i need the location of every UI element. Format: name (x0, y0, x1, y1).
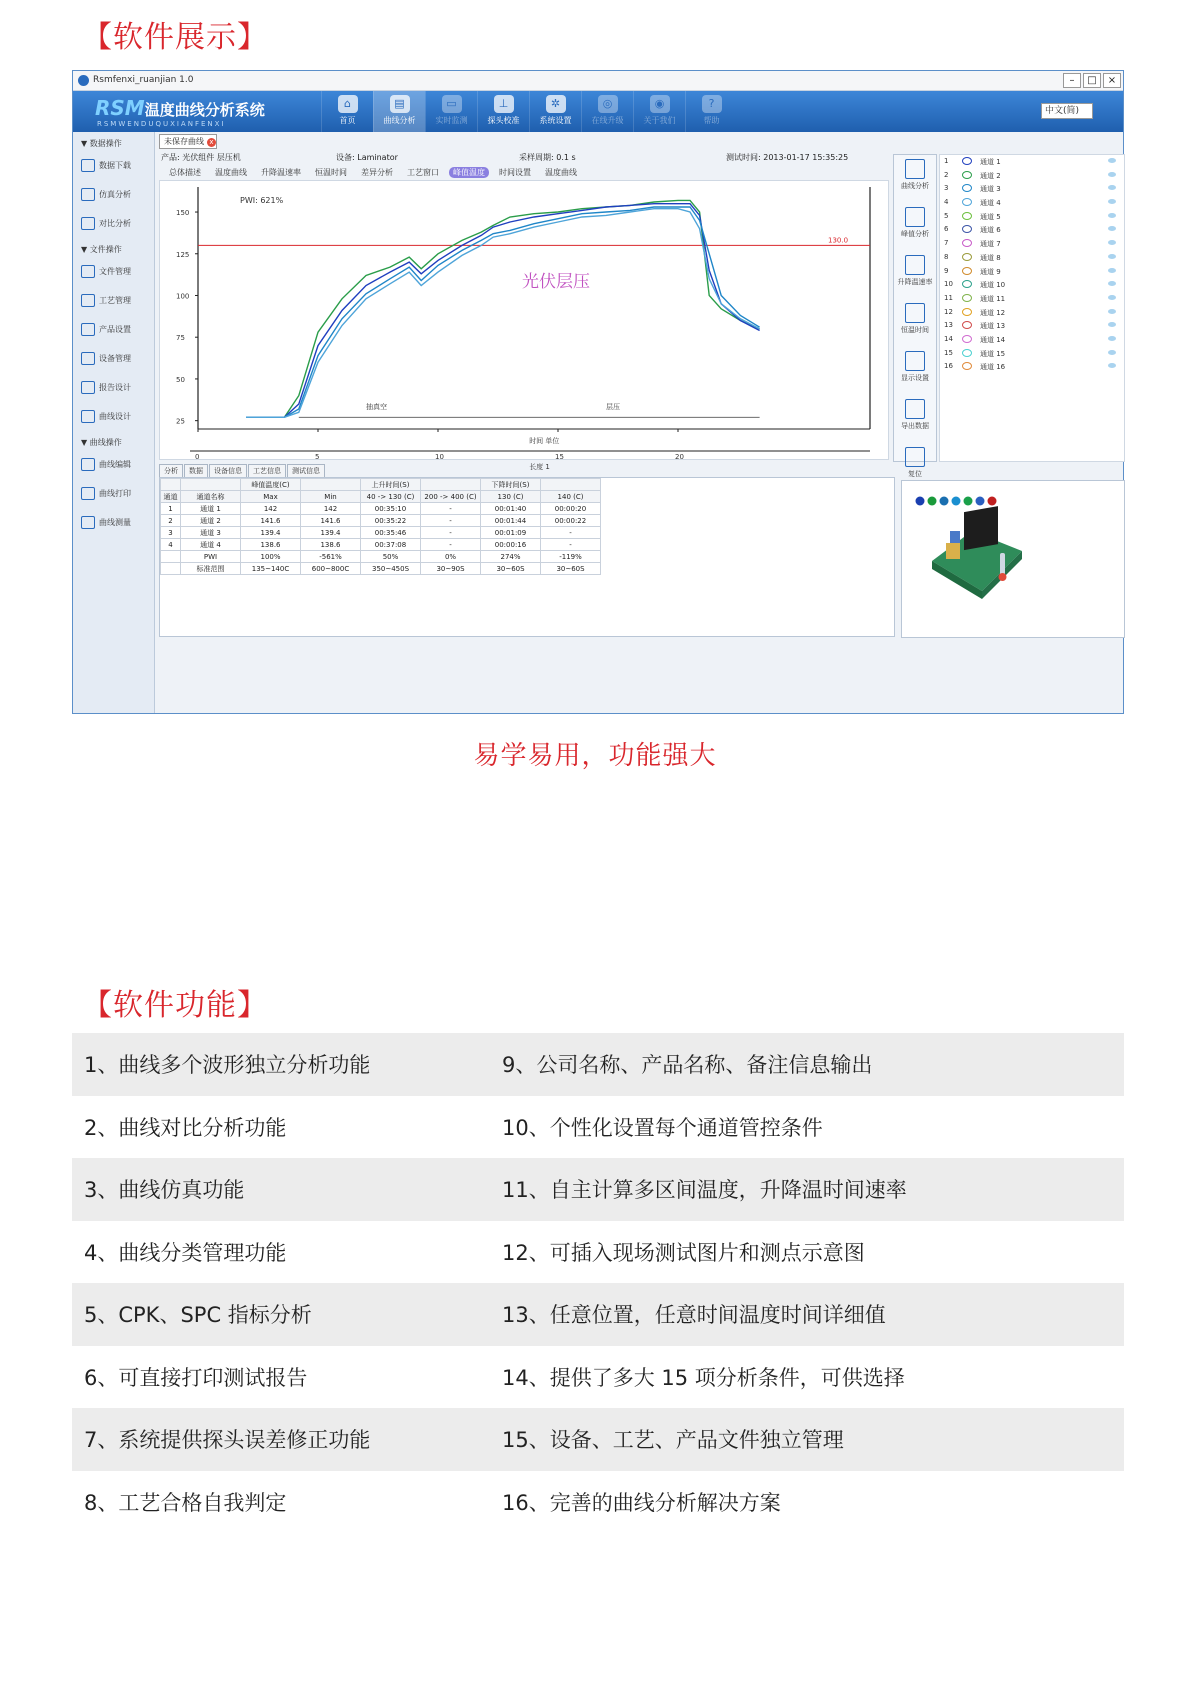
visibility-eye-icon[interactable] (1108, 185, 1116, 190)
channel-marker-icon (962, 362, 972, 370)
table-cell: 00:00:22 (541, 515, 601, 527)
table-cell: 30~60S (481, 563, 541, 575)
visibility-eye-icon[interactable] (1108, 322, 1116, 327)
channel-row[interactable]: 5 通道 5 (940, 210, 1124, 224)
sidebar-item-icon (81, 487, 95, 500)
visibility-eye-icon[interactable] (1108, 172, 1116, 177)
series-line (246, 209, 760, 418)
x-tick-label: 0 (195, 453, 200, 461)
sidebar-item-icon (81, 516, 95, 529)
table-cell: 下降时间(S) (481, 479, 541, 491)
visibility-eye-icon[interactable] (1108, 254, 1116, 259)
close-button[interactable]: × (1103, 73, 1121, 88)
feature-item: 10、个性化设置每个通道管控条件 (502, 1115, 823, 1140)
channel-row[interactable]: 15 通道 15 (940, 347, 1124, 361)
channel-marker-icon (962, 239, 972, 247)
channel-marker-icon (962, 225, 972, 233)
globe-icon: ◎ (598, 95, 618, 113)
probe-icon: ⊥ (494, 95, 514, 113)
minimize-button[interactable]: – (1063, 73, 1081, 88)
table-cell: 通道 3 (181, 527, 241, 539)
channel-row[interactable]: 8 通道 8 (940, 251, 1124, 265)
feature-item: 4、曲线分类管理功能 (84, 1240, 287, 1265)
window-titlebar (73, 71, 1123, 91)
table-cell (181, 479, 241, 491)
chart-tab[interactable]: 工艺窗口 (407, 168, 439, 177)
feature-item: 13、任意位置，任意时间温度时间详细值 (502, 1303, 886, 1328)
channel-row[interactable]: 9 通道 9 (940, 265, 1124, 279)
table-cell: - (421, 503, 481, 515)
table-cell: 141.6 (241, 515, 301, 527)
feature-row (72, 1471, 1124, 1534)
feature-item: 7、系统提供探头误差修正功能 (84, 1428, 371, 1453)
table-cell: 138.6 (241, 539, 301, 551)
visibility-eye-icon[interactable] (1108, 295, 1116, 300)
tool-icon (905, 255, 925, 275)
nav-home-button[interactable]: ⌂ 首页 (321, 91, 373, 132)
section-heading-display: 【软件展示】 (82, 20, 268, 55)
table-cell: 通道 (161, 491, 181, 503)
table-cell: PWI (181, 551, 241, 563)
tool-button[interactable]: 显示设置 (894, 347, 936, 395)
sidebar-item[interactable]: 产品设置 (73, 315, 154, 344)
sidebar-item-icon (81, 159, 95, 172)
x-tick-label: 10 (435, 453, 444, 461)
table-header-row (161, 491, 601, 503)
table-cell: 00:37:08 (361, 539, 421, 551)
device-preview (901, 480, 1125, 638)
table-cell (541, 479, 601, 491)
chart-tab[interactable]: 峰值温度 (449, 167, 489, 178)
channel-row[interactable]: 7 通道 7 (940, 237, 1124, 251)
sidebar-item-icon (81, 217, 95, 230)
table-row (161, 563, 601, 575)
feature-row (72, 1408, 1124, 1471)
table-row (161, 503, 601, 515)
result-panel (159, 477, 895, 637)
table-cell: -119% (541, 551, 601, 563)
nav-chart-button[interactable]: ▤ 曲线分析 (373, 91, 425, 132)
table-cell: 1 (161, 503, 181, 515)
channel-row[interactable]: 13 通道 13 (940, 319, 1124, 333)
tool-icon (905, 207, 925, 227)
sidebar-item[interactable]: 数据下载 (73, 151, 154, 180)
nav-monitor-button[interactable]: ▭ 实时监测 (425, 91, 477, 132)
x-axis-label: 时间 单位 (529, 437, 560, 445)
table-cell (161, 551, 181, 563)
main-nav (321, 91, 737, 132)
table-cell: 峰值温度(C) (241, 479, 301, 491)
table-cell: - (421, 527, 481, 539)
table-cell: 3 (161, 527, 181, 539)
table-cell (421, 479, 481, 491)
nav-gear-button[interactable]: ✲ 系统设置 (529, 91, 581, 132)
sidebar-item[interactable]: 文件管理 (73, 257, 154, 286)
feature-item: 1、曲线多个波形独立分析功能 (84, 1053, 371, 1078)
visibility-eye-icon[interactable] (1108, 199, 1116, 204)
chart-tab[interactable]: 恒温时间 (315, 168, 347, 177)
tool-icon (905, 447, 925, 467)
x-tick-label: 20 (675, 453, 684, 461)
chart-tab[interactable]: 温度曲线 (215, 168, 247, 177)
channel-row[interactable]: 14 通道 14 (940, 333, 1124, 347)
table-cell: 标准范围 (181, 563, 241, 575)
channel-marker-icon (962, 335, 972, 343)
table-cell: 通道 2 (181, 515, 241, 527)
channel-row[interactable]: 12 通道 12 (940, 306, 1124, 320)
chart-title: 光伏层压 (522, 272, 590, 293)
sidebar-item[interactable]: 曲线测量 (73, 508, 154, 537)
series-line (246, 207, 760, 417)
visibility-eye-icon[interactable] (1108, 363, 1116, 368)
section-heading-function: 【软件功能】 (82, 988, 268, 1023)
table-cell: 138.6 (301, 539, 361, 551)
feature-row (72, 1096, 1124, 1159)
table-cell: 00:00:16 (481, 539, 541, 551)
logger-device-image (902, 481, 1126, 639)
zone-label: 层压 (606, 402, 620, 411)
help-icon: ? (702, 95, 722, 113)
channel-marker-icon (962, 280, 972, 288)
table-cell: 141.6 (301, 515, 361, 527)
sidebar-item-icon (81, 381, 95, 394)
sidebar-item[interactable]: 工艺管理 (73, 286, 154, 315)
tagline: 易学易用，功能强大 (473, 741, 717, 771)
channel-list (939, 154, 1125, 462)
table-cell: 00:01:09 (481, 527, 541, 539)
table-cell: Max (241, 491, 301, 503)
visibility-eye-icon[interactable] (1108, 240, 1116, 245)
channel-marker-icon (962, 212, 972, 220)
chart-tabs (165, 167, 581, 178)
bottom-tab[interactable]: 工艺信息 (248, 464, 286, 477)
visibility-eye-icon[interactable] (1108, 268, 1116, 273)
reference-line-label: 130.0 (828, 236, 849, 245)
maximize-button[interactable]: □ (1083, 73, 1101, 88)
table-cell: - (541, 527, 601, 539)
app-icon (78, 75, 89, 86)
x-axis-label-2: 长度 1 (529, 463, 550, 471)
tool-button[interactable]: 恒温时间 (894, 299, 936, 347)
feature-item: 6、可直接打印测试报告 (84, 1365, 308, 1390)
table-cell: 200 -> 400 (C) (421, 491, 481, 503)
app-logo: RSM温度曲线分析系统 RSMWENDUQUXIANFENXI (95, 96, 265, 128)
visibility-eye-icon[interactable] (1108, 350, 1116, 355)
y-tick-label: 150 (176, 209, 190, 218)
tool-button[interactable]: 曲线分析 (894, 155, 936, 203)
window-title: Rsmfenxi_ruanjian 1.0 (93, 75, 194, 85)
table-cell: 00:01:40 (481, 503, 541, 515)
table-cell: 274% (481, 551, 541, 563)
visibility-eye-icon[interactable] (1108, 226, 1116, 231)
visibility-eye-icon[interactable] (1108, 336, 1116, 341)
nav-globe-button[interactable]: ◎ 在线升级 (581, 91, 633, 132)
bottom-tab[interactable]: 分析 (159, 464, 183, 477)
x-tick-label: 5 (315, 453, 320, 461)
feature-item: 11、自主计算多区间温度，升降温时间速率 (502, 1178, 907, 1203)
table-cell: 上升时间(S) (361, 479, 421, 491)
table-row (161, 527, 601, 539)
tool-button[interactable]: 复位 (894, 443, 936, 491)
y-tick-label: 50 (176, 375, 185, 384)
channel-row[interactable]: 4 通道 4 (940, 196, 1124, 210)
feature-item: 2、曲线对比分析功能 (84, 1115, 287, 1140)
table-cell: 139.4 (301, 527, 361, 539)
feature-row (72, 1283, 1124, 1346)
table-cell: 50% (361, 551, 421, 563)
table-cell: 600~800C (301, 563, 361, 575)
table-cell: 135~140C (241, 563, 301, 575)
channel-row[interactable]: 6 通道 6 (940, 223, 1124, 237)
table-cell: 100% (241, 551, 301, 563)
nav-info-button[interactable]: ◉ 关于我们 (633, 91, 685, 132)
sidebar-item[interactable]: 曲线打印 (73, 479, 154, 508)
sidebar-item-icon (81, 410, 95, 423)
bottom-tab[interactable]: 测试信息 (287, 464, 325, 477)
channel-marker-icon (962, 171, 972, 179)
sidebar-item-icon (81, 294, 95, 307)
sidebar (73, 132, 155, 713)
bottom-tab[interactable]: 数据 (184, 464, 208, 477)
y-tick-label: 100 (176, 292, 190, 301)
feature-row (72, 1346, 1124, 1409)
chart-tab[interactable]: 温度曲线 (545, 168, 577, 177)
table-cell: - (541, 539, 601, 551)
feature-item: 12、可插入现场测试图片和测点示意图 (502, 1240, 865, 1265)
sidebar-item[interactable]: 报告设计 (73, 373, 154, 402)
channel-marker-icon (962, 198, 972, 206)
table-cell: 40 -> 130 (C) (361, 491, 421, 503)
table-cell: 00:35:22 (361, 515, 421, 527)
channel-marker-icon (962, 349, 972, 357)
feature-item: 3、曲线仿真功能 (84, 1178, 245, 1203)
visibility-eye-icon[interactable] (1108, 158, 1116, 163)
sidebar-item-icon (81, 323, 95, 336)
channel-row[interactable]: 2 通道 2 (940, 169, 1124, 183)
table-cell: 4 (161, 539, 181, 551)
bottom-tabs (159, 464, 326, 477)
sidebar-item[interactable]: 曲线设计 (73, 402, 154, 431)
sidebar-item-icon (81, 352, 95, 365)
sidebar-item[interactable]: 曲线编辑 (73, 450, 154, 479)
feature-item: 5、CPK、SPC 指标分析 (84, 1303, 312, 1328)
table-cell: 130 (C) (481, 491, 541, 503)
channel-marker-icon (962, 267, 972, 275)
tool-icon (905, 159, 925, 179)
visibility-eye-icon[interactable] (1108, 281, 1116, 286)
table-header-row (161, 479, 601, 491)
sidebar-group[interactable]: ▼ 曲线操作 (81, 438, 122, 447)
table-cell: - (421, 539, 481, 551)
table-cell: 通道名称 (181, 491, 241, 503)
gear-icon: ✲ (546, 95, 566, 113)
channel-marker-icon (962, 253, 972, 261)
nav-help-button[interactable]: ? 帮助 (685, 91, 737, 132)
feature-item: 14、提供了多大 15 项分析条件，可供选择 (502, 1365, 905, 1390)
table-cell: 通道 4 (181, 539, 241, 551)
feature-row (72, 1033, 1124, 1096)
close-tab-icon[interactable]: x (207, 138, 216, 147)
table-cell (301, 479, 361, 491)
app-banner (73, 91, 1123, 132)
channel-marker-icon (962, 308, 972, 316)
y-tick-label: 25 (176, 417, 185, 426)
channel-marker-icon (962, 157, 972, 165)
feature-list (72, 1033, 1124, 1533)
channel-marker-icon (962, 184, 972, 192)
zone-label: 抽真空 (366, 402, 387, 411)
table-cell: 350~450S (361, 563, 421, 575)
table-cell: 30~60S (541, 563, 601, 575)
series-line (246, 200, 760, 417)
table-cell: - (421, 515, 481, 527)
y-tick-label: 75 (176, 334, 185, 343)
tool-button[interactable]: 峰值分析 (894, 203, 936, 251)
tool-button[interactable]: 导出数据 (894, 395, 936, 443)
tool-icon (905, 351, 925, 371)
chart-tab[interactable]: 总体描述 (169, 168, 201, 177)
sidebar-item[interactable]: 对比分析 (73, 209, 154, 238)
result-table (160, 478, 601, 575)
chart-tab[interactable]: 时间设置 (499, 168, 531, 177)
table-cell (161, 563, 181, 575)
right-toolbar (893, 154, 937, 478)
table-row (161, 539, 601, 551)
table-cell: 通道 1 (181, 503, 241, 515)
tool-icon (905, 399, 925, 419)
channel-row[interactable]: 3 通道 3 (940, 182, 1124, 196)
table-cell: 00:01:44 (481, 515, 541, 527)
feature-item: 9、公司名称、产品名称、备注信息输出 (502, 1053, 873, 1078)
table-row (161, 515, 601, 527)
table-cell: 00:00:20 (541, 503, 601, 515)
language-select[interactable]: 中文(简) (1041, 103, 1093, 119)
visibility-eye-icon[interactable] (1108, 309, 1116, 314)
tool-button[interactable]: 升降温速率 (894, 251, 936, 299)
sidebar-group[interactable]: ▼ 数据操作 (81, 139, 122, 148)
table-cell: 139.4 (241, 527, 301, 539)
table-cell: 0% (421, 551, 481, 563)
table-cell: 30~90S (421, 563, 481, 575)
feature-item: 15、设备、工艺、产品文件独立管理 (502, 1428, 844, 1453)
channel-row[interactable]: 1 通道 1 (940, 155, 1124, 169)
channel-marker-icon (962, 321, 972, 329)
sidebar-item[interactable]: 设备管理 (73, 344, 154, 373)
info-icon: ◉ (650, 95, 670, 113)
software-screenshot-window (72, 70, 1124, 714)
home-icon: ⌂ (338, 95, 358, 113)
chart-tab[interactable]: 差异分析 (361, 168, 393, 177)
nav-probe-button[interactable]: ⊥ 探头校准 (477, 91, 529, 132)
chart-tab[interactable]: 升降温速率 (261, 168, 301, 177)
feature-row (72, 1221, 1124, 1284)
sidebar-group[interactable]: ▼ 文件操作 (81, 245, 122, 254)
visibility-eye-icon[interactable] (1108, 213, 1116, 218)
tool-icon (905, 303, 925, 323)
table-cell: 142 (301, 503, 361, 515)
table-cell (161, 479, 181, 491)
document-tab[interactable]: 未保存曲线 x (159, 134, 217, 149)
table-cell: Min (301, 491, 361, 503)
feature-row (72, 1158, 1124, 1221)
feature-item: 16、完善的曲线分析解决方案 (502, 1490, 781, 1515)
sidebar-item-icon (81, 458, 95, 471)
channel-row[interactable]: 11 通道 11 (940, 292, 1124, 306)
channel-row[interactable]: 16 通道 16 (940, 360, 1124, 374)
table-cell: 140 (C) (541, 491, 601, 503)
feature-item: 8、工艺合格自我判定 (84, 1490, 287, 1515)
sidebar-item-icon (81, 265, 95, 278)
table-cell: 00:35:10 (361, 503, 421, 515)
table-cell: 142 (241, 503, 301, 515)
table-row (161, 551, 601, 563)
x-tick-label: 15 (555, 453, 564, 461)
chart-icon: ▤ (390, 95, 410, 113)
main-area: 未保存曲线 x 产品: 光伏组件 层压机 设备: Laminator 采样周期: 0.1 s 测试时间: 2013-01-17 15:35:25 总体描述 温度曲线 升降温速率 恒温时间 差异分析 工艺窗口 峰值温度 时间设置 温度曲线 150 125 100 75 50 25 0 5 10 15 20 130.0 光伏层压 PWI: 621% 时间 单位 长度 1 抽真空 层压 曲线分析 峰值分析 升降温速率 恒温时间 显示设置 导出数据 复位 1 通道 1 2 通道 2 3 通道 3 4 通道 4 5 通道 5 6 通道 6 7 通道 7 8 通道 8 9 通道 9 10 通道 10 11 通道 11 12 通道 12 13 通道 13 14 通道 14 15 通道 15 16 通道 16 分析 数据 设备信息 工艺信息 测试信息 峰值温度(C) 上升时间(S) 下降时间(S) 通道 通道名称 Max Min 40 -> 130 (C) 200 -> 400 (C) 130 (C) 140 (C) 1 通道 1 142 142 00:35:10 - 00:01:40 00:00:20 2 通道 2 141.6 141.6 00:35:22 - 00:01:44 00:00:22 3 通道 3 139.4 139.4 00:35:46 - 00:01:09 - 4 通道 4 138.6 138.6 00:37:08 - 00:00:16 - PWI 100% -561% 50% 0% 274% -119% 标准范围 135~140C 600~800C 350~450S 30~90S 30~60S 30~60S (157, 132, 1123, 713)
monitor-icon: ▭ (442, 95, 462, 113)
table-cell: 2 (161, 515, 181, 527)
sidebar-item-icon (81, 188, 95, 201)
channel-marker-icon (962, 294, 972, 302)
channel-row[interactable]: 10 通道 10 (940, 278, 1124, 292)
pwi-annotation: PWI: 621% (240, 196, 284, 205)
sidebar-item[interactable]: 仿真分析 (73, 180, 154, 209)
table-cell: -561% (301, 551, 361, 563)
bottom-tab[interactable]: 设备信息 (209, 464, 247, 477)
y-tick-label: 125 (176, 250, 190, 259)
table-cell: 00:35:46 (361, 527, 421, 539)
